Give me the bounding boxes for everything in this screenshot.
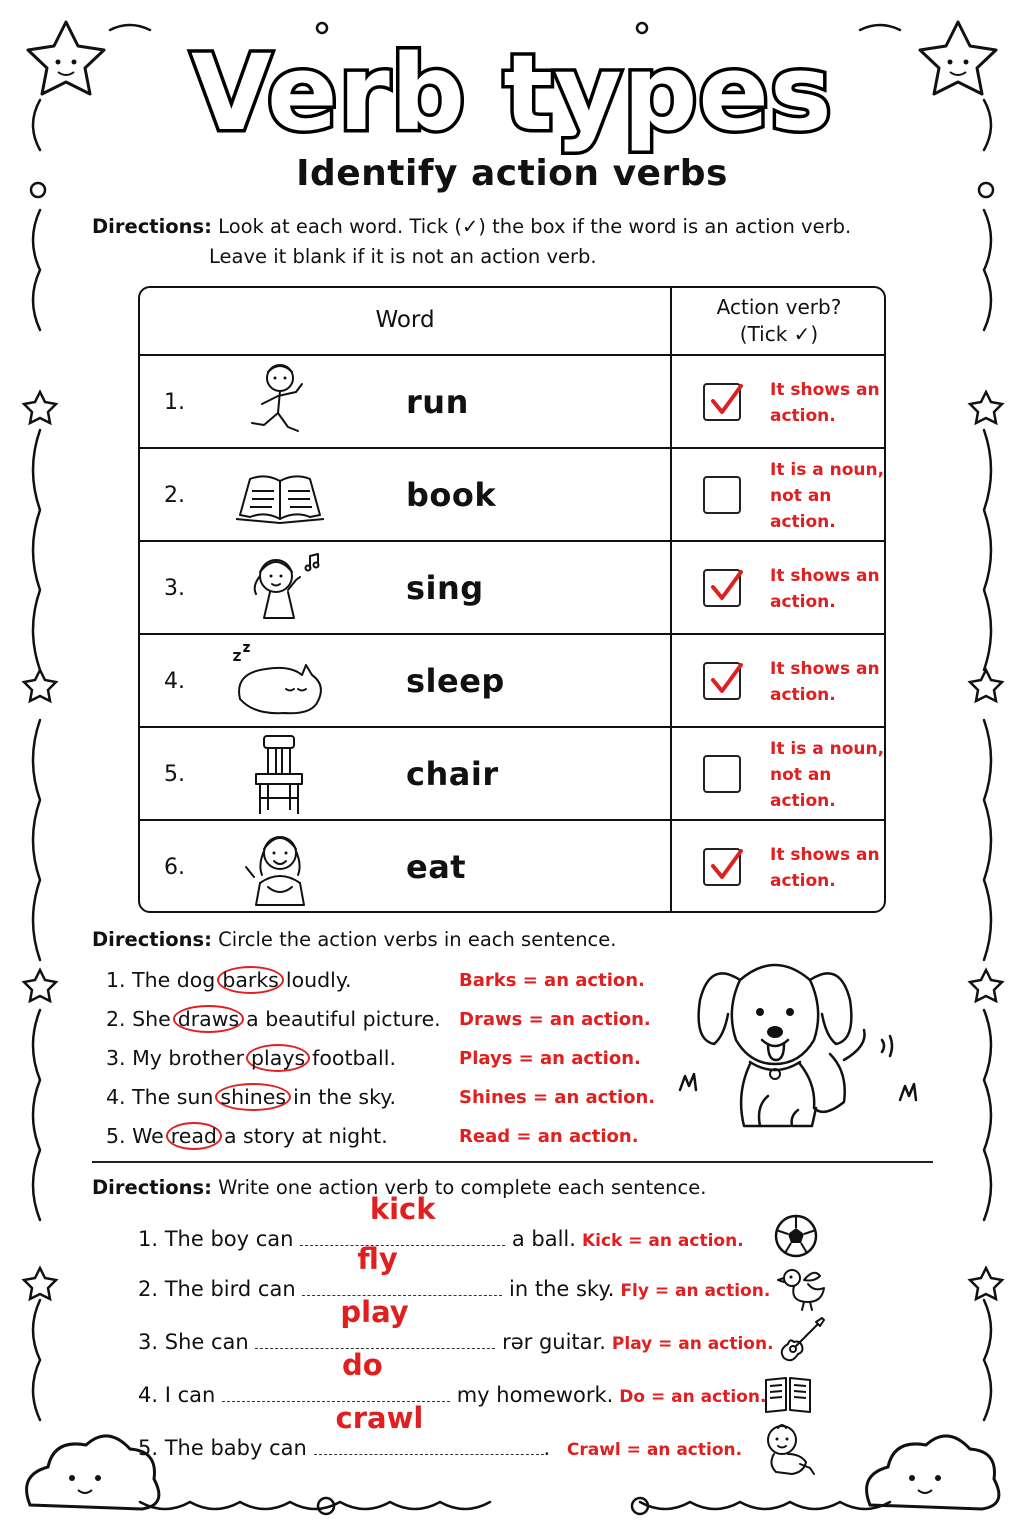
page-subtitle: Identify action verbs — [296, 153, 728, 194]
sentence-before: The bird can — [164, 1277, 296, 1301]
action-verb-table — [138, 286, 886, 913]
red-check-icon — [707, 381, 747, 421]
baby-icon — [760, 1420, 820, 1480]
row-number: 4. — [164, 669, 185, 694]
sentence-answer: Draws = an action. — [459, 1009, 651, 1030]
red-check-icon — [707, 846, 747, 886]
sentence-after: a story at night. — [223, 1124, 388, 1148]
column-header-action — [672, 294, 886, 348]
sentence-number: 1. — [138, 1227, 159, 1251]
row-word: chair — [406, 755, 499, 793]
filled-verb: crawl — [335, 1401, 424, 1435]
sentence-number: 5. — [138, 1436, 159, 1460]
row-number: 3. — [164, 576, 185, 601]
circled-verb[interactable]: plays — [246, 1044, 310, 1072]
directions-text: Circle the action verbs in each sentence. — [218, 928, 617, 951]
sentence-before: The dog — [132, 968, 216, 992]
sentence-before: She can — [164, 1330, 249, 1354]
sleeping-cat-icon — [230, 639, 330, 724]
action-checkbox[interactable] — [703, 662, 741, 700]
sentence-answer: Plays = an action. — [459, 1048, 641, 1069]
row-number: 6. — [164, 855, 185, 880]
eating-girl-icon — [230, 825, 330, 910]
sentence-number: 2. — [106, 1007, 126, 1031]
sentence-answer: Crawl = an action. — [566, 1440, 743, 1460]
directions-text: Write one action verb to complete each sentence. — [218, 1176, 707, 1199]
sentence-5 — [106, 1121, 388, 1151]
table-row — [140, 449, 884, 542]
sentence-after: a beautiful picture. — [246, 1007, 441, 1031]
action-checkbox[interactable] — [703, 476, 741, 514]
answer-blank[interactable] — [222, 1348, 450, 1402]
open-book-icon — [230, 453, 330, 538]
sentence-after: loudly. — [285, 968, 352, 992]
directions-label: Directions: — [92, 1176, 212, 1199]
sentence-before: The baby can — [164, 1436, 307, 1460]
row-word: sleep — [406, 662, 505, 700]
sentence-after: a ball. — [511, 1227, 576, 1251]
sentence-answer: Kick = an action. — [581, 1231, 744, 1251]
row-note: It shows an action. — [770, 658, 880, 705]
directions-1 — [92, 212, 851, 242]
answer-blank[interactable] — [300, 1192, 505, 1246]
table-row — [140, 356, 884, 449]
soccer-ball-icon — [770, 1210, 822, 1262]
sentence-answer: Fly = an action. — [620, 1281, 771, 1301]
puppy-icon — [670, 940, 940, 1140]
row-word: run — [406, 383, 469, 421]
circled-verb[interactable]: read — [166, 1122, 222, 1150]
sentence-after: rər guitar. — [502, 1330, 606, 1354]
sentence-number: 3. — [138, 1330, 159, 1354]
action-checkbox[interactable] — [703, 755, 741, 793]
row-word: eat — [406, 848, 467, 886]
row-note: It shows an action. — [770, 565, 880, 612]
table-row — [140, 728, 884, 821]
sentence-3 — [106, 1043, 396, 1073]
action-checkbox[interactable] — [703, 569, 741, 607]
sentence-answer: Shines = an action. — [459, 1087, 656, 1108]
sentence-before: My brother — [132, 1046, 245, 1070]
sentence-number: 5. — [106, 1124, 126, 1148]
circled-verb[interactable]: draws — [173, 1005, 244, 1033]
singing-girl-icon — [230, 546, 330, 631]
directions-label: Directions: — [92, 215, 212, 238]
table-row — [140, 542, 884, 635]
filled-verb: do — [342, 1348, 383, 1382]
sentence-after: football. — [312, 1046, 396, 1070]
page-title: Verb types — [191, 32, 833, 154]
sentence-after: . — [543, 1436, 551, 1460]
sentence-before: The sun — [132, 1085, 214, 1109]
row-word: sing — [406, 569, 484, 607]
column-header-action-line1: Action verb? — [716, 295, 842, 319]
sentence-4 — [106, 1082, 396, 1112]
row-note: It shows an action. — [770, 844, 880, 891]
guitar-icon — [776, 1314, 828, 1366]
sentence-after: in the sky. — [509, 1277, 615, 1301]
sentence-after: my homework. — [456, 1383, 614, 1407]
circled-verb[interactable]: shines — [215, 1083, 291, 1111]
filled-verb: kick — [369, 1192, 436, 1226]
directions-label: Directions: — [92, 928, 212, 951]
sentence-before: We — [132, 1124, 164, 1148]
red-check-icon — [707, 567, 747, 607]
sentence-number: 4. — [138, 1383, 159, 1407]
row-note: It is a noun, not an action. — [770, 738, 885, 811]
sentence-number: 2. — [138, 1277, 159, 1301]
directions-1-line2: Leave it blank if it is not an action verb. — [209, 245, 597, 268]
directions-2 — [92, 925, 616, 955]
row-number: 5. — [164, 762, 185, 787]
sentence-before: The boy can — [164, 1227, 294, 1251]
section-divider — [92, 1161, 933, 1163]
directions-text: Look at each word. Tick (✓) the box if the word is an action verb. — [218, 215, 852, 238]
table-header — [140, 288, 884, 356]
answer-blank[interactable] — [255, 1295, 495, 1349]
sentence-answer: Play = an action. — [611, 1334, 774, 1354]
row-number: 1. — [164, 390, 185, 415]
red-check-icon — [707, 660, 747, 700]
row-word: book — [406, 476, 497, 514]
filled-verb: fly — [357, 1242, 398, 1276]
row-note: It shows an action. — [770, 379, 880, 426]
sentence-after: in the sky. — [293, 1085, 396, 1109]
running-boy-icon — [230, 360, 330, 445]
chair-icon — [230, 732, 330, 817]
sentence-before: She — [132, 1007, 171, 1031]
column-header-word: Word — [375, 307, 435, 333]
table-row — [140, 821, 884, 913]
sentence-number: 3. — [106, 1046, 126, 1070]
column-header-action-line2: (Tick ✓) — [739, 322, 819, 346]
action-checkbox[interactable] — [703, 848, 741, 886]
sentence-1 — [106, 965, 352, 995]
answer-blank[interactable] — [302, 1242, 502, 1296]
table-row — [140, 635, 884, 728]
sentence-before: I can — [164, 1383, 216, 1407]
row-note: It is a noun, not an action. — [770, 459, 885, 532]
sentence-2 — [106, 1004, 441, 1034]
action-checkbox[interactable] — [703, 383, 741, 421]
sentence-number: 1. — [106, 968, 126, 992]
row-number: 2. — [164, 483, 185, 508]
notebook-icon — [762, 1368, 814, 1420]
fill-sentence-5 — [138, 1401, 743, 1465]
sentence-answer: Barks = an action. — [459, 970, 645, 991]
sentence-number: 4. — [106, 1085, 126, 1109]
bird-icon — [776, 1262, 828, 1314]
sentence-answer: Do = an action. — [619, 1387, 767, 1407]
answer-blank[interactable] — [314, 1401, 544, 1455]
circled-verb[interactable]: barks — [217, 966, 284, 994]
filled-verb: play — [340, 1295, 409, 1329]
sentence-answer: Read = an action. — [459, 1126, 639, 1147]
